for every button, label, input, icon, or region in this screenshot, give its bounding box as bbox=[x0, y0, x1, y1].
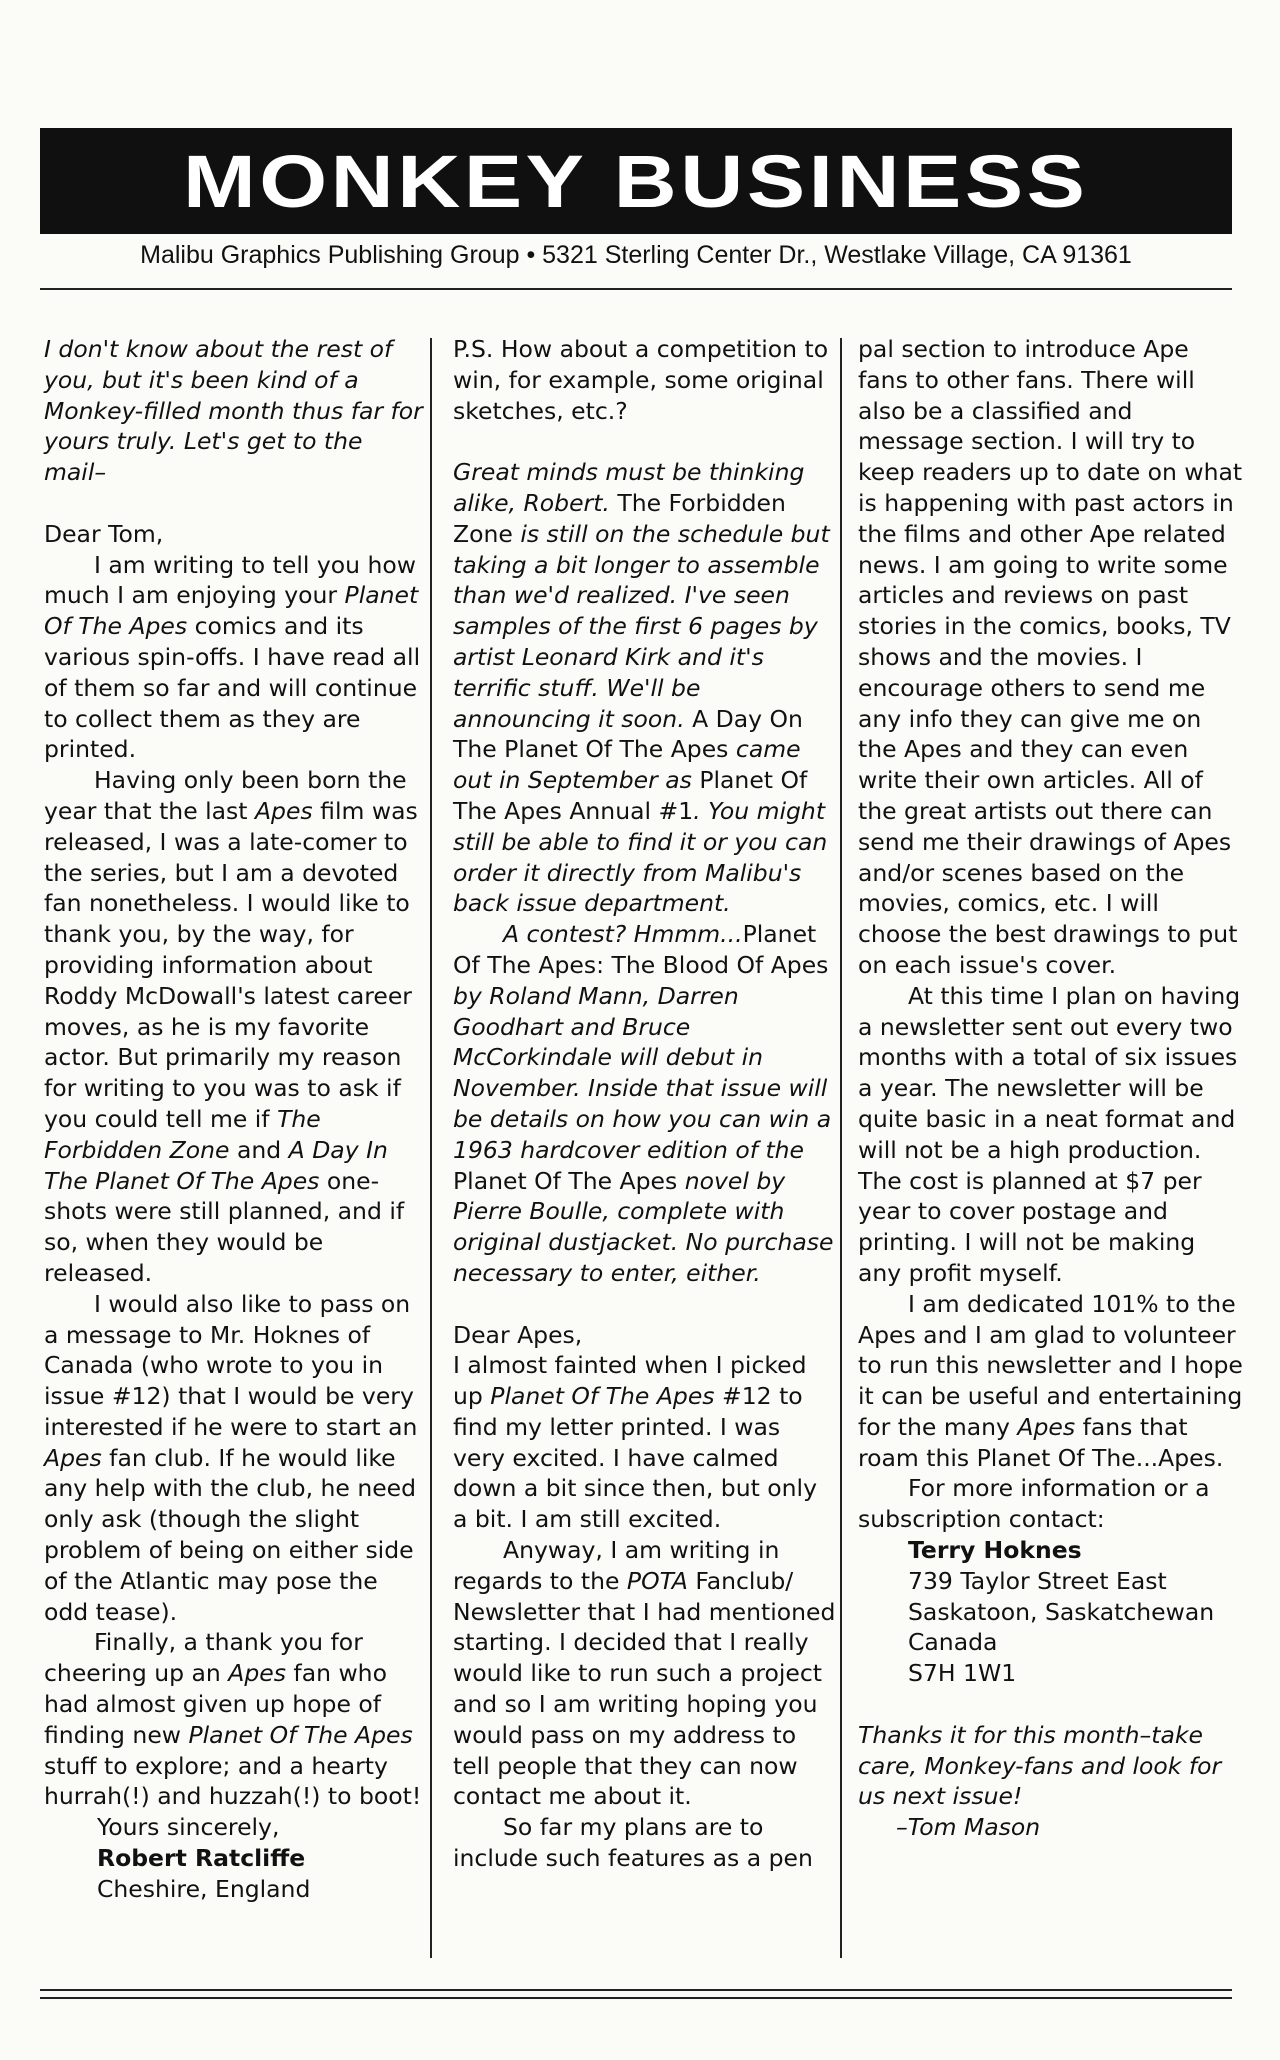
letter-paragraph: I am dedicated 101% to the Apes and I am glad to volunteer to run this newsletter and I hope it can be useful and entertaining for the many Apes fans that roam this Planet Of The...Apes. bbox=[858, 1289, 1243, 1472]
letter-paragraph: Finally, a thank you for cheering up an Apes fan who had almost given up hope of finding new Planet Of The Apes stuff to explore; and a hearty hurrah(!) and huzzah(!) to boot! bbox=[44, 1628, 422, 1811]
letter-paragraph: Having only been born the year that the last Apes film was released, I was a late-comer to the series, but I am a devoted fan nonetheless. I would like to thank you, by the way, for providing information about Roddy McDowall's latest career moves, as he is my favorite actor. But primarily my reason for writing to you was to ask if you could tell me if The Forbidden Zone and A Day In The Planet Of The Apes one-shots were still planned, and if so, when they would be released. bbox=[44, 766, 418, 1287]
contact-postal-code: S7H 1W1 bbox=[908, 1659, 1017, 1688]
letter-paragraph: I would also like to pass on a message to Mr. Hoknes of Canada (who wrote to you in issue #12) that I would be very interested if he were to start an Apes fan club. If he would like any help with the club, he need only ask (though the slight problem of being on either side of the Atlantic may pose the odd tease). bbox=[44, 1289, 418, 1626]
letter-paragraph: I am writing to tell you how much I am enjoying your Planet Of The Apes comics and its various spin-offs. I have read all of them so far and will continue to collect them as they are printed. bbox=[44, 550, 421, 764]
letter-paragraph: At this time I plan on having a newsletter sent out every two months with a total of six issues a year. The newsletter will be quite basic in a neat format and will not be a high production. The cost is planned at $7 per year to cover postage and printing. I will not be making any profit myself. bbox=[858, 981, 1241, 1287]
editor-reply: A contest? Hmmm...Planet Of The Apes: The Blood Of Apes by Roland Mann, Darren Goodhart and Bruce McCorkindale will debut in November. Inside that issue will be details on how you can win a 1963 hardcover edition of the Planet Of The Apes novel by Pierre Boulle, complete with original dustjacket. No purchase necessary to enter, either. bbox=[453, 920, 834, 1287]
masthead-banner bbox=[40, 128, 1232, 234]
editor-signoff: Thanks it for this month–take care, Monkey-fans and look for us next issue! bbox=[858, 1720, 1222, 1811]
header-divider bbox=[40, 288, 1232, 290]
column-divider bbox=[430, 338, 432, 1958]
column-1 bbox=[44, 334, 429, 1905]
publisher-address: Malibu Graphics Publishing Group • 5321 Sterling Center Dr., Westlake Village, CA 91361 bbox=[140, 241, 1132, 269]
letter-paragraph: For more information or a subscription contact: bbox=[858, 1474, 1210, 1534]
letter-salutation: Dear Tom, bbox=[44, 519, 164, 548]
editor-reply: Great minds must be thinking alike, Robert. The Forbidden Zone is still on the schedule but taking a bit longer to assemble than we'd realized. I've seen samples of the first 6 pages by artist Leonard Kirk and it's terrific stuff. We'll be announcing it soon. A Day On The Planet Of The Apes came out in September as Planet Of The Apes Annual #1. You might still be able to find it or you can order it directly from Malibu's back issue department. bbox=[453, 458, 830, 918]
footer-divider bbox=[40, 1989, 1232, 1991]
column-3 bbox=[858, 334, 1243, 1843]
letter-closing: Yours sincerely, bbox=[97, 1813, 280, 1842]
footer-divider bbox=[40, 1997, 1232, 1999]
letter-location: Cheshire, England bbox=[97, 1874, 311, 1903]
column-divider bbox=[840, 338, 842, 1958]
column-2 bbox=[453, 334, 838, 1874]
contact-city: Saskatoon, Saskatchewan bbox=[908, 1597, 1215, 1626]
letter-paragraph: So far my plans are to include such features as a pen bbox=[453, 1813, 813, 1873]
editor-intro: I don't know about the rest of you, but it's been kind of a Monkey-filled month thus far for yours truly. Let's get to the mail– bbox=[44, 335, 423, 487]
letter-author: Robert Ratcliffe bbox=[97, 1844, 306, 1873]
letter-paragraph: Anyway, I am writing in regards to the POTA Fanclub/ Newsletter that I had mentioned starting. I decided that I really would like to run such a project and so I am writing hoping you would pass on my address to tell people that they can now contact me about it. bbox=[453, 1536, 836, 1811]
letter-paragraph: I almost fainted when I picked up Planet Of The Apes #12 to find my letter printed. I was very excited. I have calmed down a bit since then, but only a bit. I am still excited. bbox=[453, 1351, 817, 1534]
letter-paragraph: pal section to introduce Ape fans to other fans. There will also be a classified and message section. I will try to keep readers up to date on what is happening with past actors in the films and other Ape related news. I am going to write some articles and reviews on past stories in the comics, books, TV shows and the movies. I encourage others to send me any info they can give me on the Apes and they can even write their own articles. All of the great artists out there can send me their drawings of Apes and/or scenes based on the movies, comics, etc. I will choose the best drawings to put on each issue's cover. bbox=[858, 335, 1243, 979]
page-title: MONKEY BUSINESS bbox=[183, 139, 1089, 223]
letter-postscript: P.S. How about a competition to win, for example, some original sketches, etc.? bbox=[453, 335, 829, 425]
contact-street: 739 Taylor Street East bbox=[908, 1566, 1167, 1595]
letter-salutation: Dear Apes, bbox=[453, 1320, 583, 1349]
editor-name: –Tom Mason bbox=[896, 1813, 1041, 1842]
contact-country: Canada bbox=[908, 1628, 998, 1657]
contact-name: Terry Hoknes bbox=[908, 1536, 1082, 1565]
